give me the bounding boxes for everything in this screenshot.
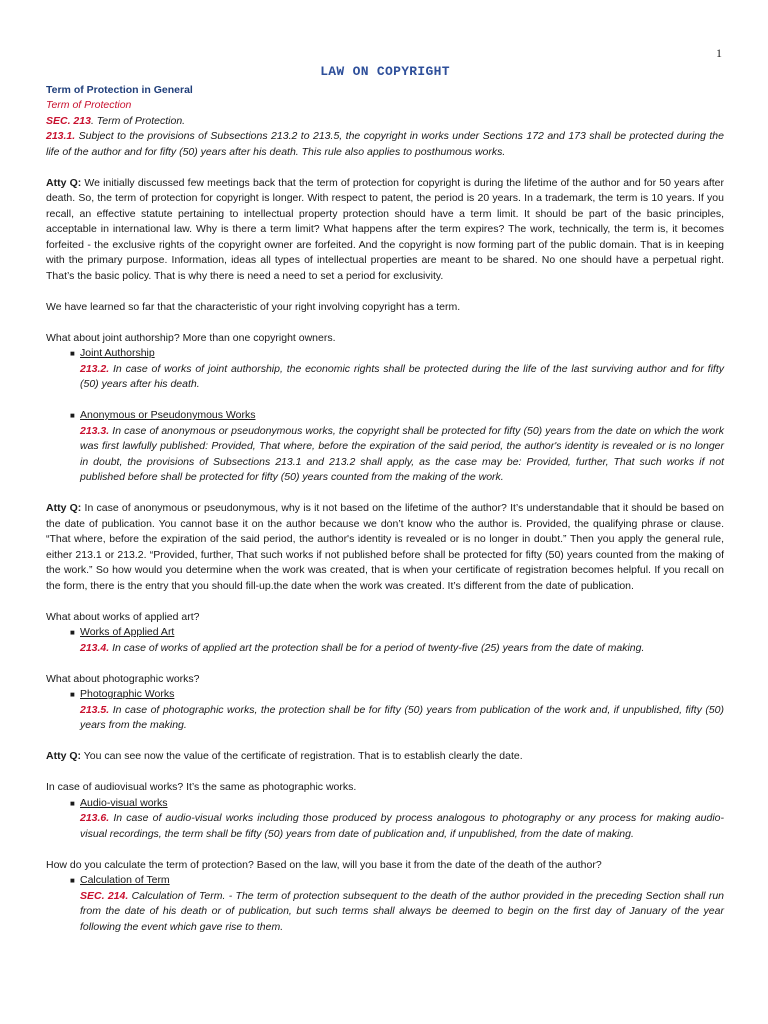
question-applied-art: What about works of applied art? [46, 610, 200, 623]
provision-sec-214 [46, 889, 724, 936]
list-item-calculation [46, 873, 724, 889]
list-item-joint [46, 346, 724, 362]
sec-213-line [46, 114, 724, 130]
provision-213-6-number: 213.6. [80, 812, 110, 824]
atty-q-text: In case of anonymous or pseudonymous, why is it not based on the lifetime of the author? It’s understandable that it should be based on the date of publication. You cannot base it on the author because we don’t know who the author is. Provided, the qualifying phrase or clause. “That where, before the expiration of the said period, the author's identity is revealed or is no longer in doubt.” Then you apply the general rule, either 213.1 or 213.2. “Provided, further, That such works if not published before shall be protected for fifty (50) years counted from the making of the work.” So how would you determine when the work was created, that is when your certificate of registration becomes helpful. If you recall on the form, there is the entry that you should fill-up.the date when the work was created. It’s different from the date of publication. [46, 502, 724, 592]
bullet-icon: ■ [70, 798, 75, 808]
provision-213-1-number: 213.1. [46, 130, 76, 142]
photographic-works-label: Photographic Works [80, 688, 175, 700]
provision-213-1-text: Subject to the provisions of Subsections 213.2 to 213.5, the copyright in works under Sections 172 and 173 shall be protected during the life of the author and for fifty (50) years after his death. This rule also applies to posthumous works. [46, 130, 724, 158]
bullet-icon: ■ [70, 349, 75, 358]
provision-213-4 [46, 641, 724, 657]
provision-213-6-text: In case of audio-visual works including those produced by process analogous to photography or any process for making audio-visual recordings, the term shall be fifty (50) years from date of publication and, if unpublished, from the date of making. [80, 812, 724, 840]
provision-213-3-text: In case of anonymous or pseudonymous works, the copyright shall be protected for fifty (50) years from the date on which the work was first lawfully published: Provided, That where, before the expiration of the said period, the author's identity is revealed or is no longer in doubt, the provisions of Subsections 213.1 and 213.2 shall apply, as the case may be: Provided, further, That such works if not published before shall be protected for fifty (50) years counted from the making of the work. [80, 424, 724, 483]
atty-q-paragraph-3 [46, 749, 724, 765]
provision-sec-214-number: SEC. 214. [80, 889, 129, 902]
provision-213-5-text: In case of photographic works, the protection shall be for fifty (50) years from publication of the work and, if unpublished, fifty (50) years from the making. [80, 703, 724, 731]
list-item-audiovisual [46, 796, 724, 812]
provision-213-2-text: In case of works of joint authorship, the economic rights shall be protected during the life of the last surviving author and for fifty (50) years after his death. [80, 362, 724, 390]
provision-213-4-number: 213.4. [80, 641, 110, 654]
anonymous-works-label: Anonymous or Pseudonymous Works [80, 409, 256, 421]
section-heading: Term of Protection in General [46, 83, 193, 96]
list-item-photographic [46, 687, 724, 703]
page-number: 1 [716, 46, 722, 60]
bullet-icon: ■ [70, 411, 75, 420]
sec-213-text: . Term of Protection. [90, 114, 186, 127]
paragraph-learned: We have learned so far that the characteristic of your right involving copyright has a term. [46, 300, 461, 313]
provision-213-5-number: 213.5. [80, 703, 110, 716]
calculation-of-term-label: Calculation of Term [80, 874, 170, 886]
question-audiovisual: In case of audiovisual works? It’s the same as photographic works. [46, 781, 357, 793]
question-photographic: What about photographic works? [46, 672, 200, 685]
question-joint: What about joint authorship? More than one copyright owners. [46, 331, 336, 344]
provision-213-2-number: 213.2. [80, 362, 110, 375]
joint-authorship-label: Joint Authorship [80, 347, 155, 359]
atty-q-paragraph-2 [46, 501, 724, 594]
provision-213-6 [46, 811, 724, 842]
list-item-applied-art [46, 625, 724, 641]
provision-213-1 [46, 129, 724, 160]
atty-q-paragraph-1 [46, 176, 724, 285]
section-subheading: Term of Protection [46, 99, 132, 111]
list-item-anonymous [46, 408, 724, 424]
applied-art-label: Works of Applied Art [80, 626, 175, 638]
provision-213-5 [46, 703, 724, 734]
document-body [46, 64, 724, 935]
document-title: LAW ON COPYRIGHT [320, 64, 450, 79]
audiovisual-works-label: Audio-visual works [80, 796, 168, 809]
provision-213-4-text: In case of works of applied art the protection shall be for a period of twenty-five (25) years from the date of making. [109, 641, 645, 654]
provision-sec-214-text: Calculation of Term. - The term of protection subsequent to the death of the author provided in the preceding Section shall run from the date of his death or of publication, but such terms shall always be deemed to begin on the first day of January of the year following the event which gave rise to them. [80, 889, 724, 933]
atty-q-label: Atty Q: [46, 750, 81, 762]
bullet-icon: ■ [70, 690, 75, 699]
atty-q-text: You can see now the value of the certificate of registration. That is to establish clearly the date. [81, 750, 523, 762]
atty-q-label: Atty Q: [46, 176, 82, 189]
provision-213-3-number: 213.3. [80, 424, 110, 437]
atty-q-label: Atty Q: [46, 502, 82, 514]
provision-213-2 [46, 362, 724, 393]
question-calculation: How do you calculate the term of protection? Based on the law, will you base it from the date of the death of the author? [46, 858, 602, 871]
bullet-icon: ■ [70, 628, 75, 637]
bullet-icon: ■ [70, 876, 75, 885]
provision-213-3 [46, 424, 724, 486]
atty-q-text: We initially discussed few meetings back that the term of protection for copyright is during the lifetime of the author and for 50 years after death. So, the term of protection for copyright is longer. With respect to patent, the period is 20 years. In a trademark, the term is 10 years. If you recall, an effective statute pertaining to intellectual property protection should have a term limit. It should be part of the basic principles, acceptable in international law. Why is there a term limit? What happens after the term expires? The work, technically, the term is, it becomes forfeited - the exclusive rights of the copyright owner are forfeited. And the copyright is now forming part of the public domain. That is in keeping with the primary purpose. Information, ideas all types of intellectual properties are meant to be shared. No one should have a perpetual right. That’s the basic policy. That is why there is need a need to set a period for exclusivity. [46, 176, 724, 282]
sec-213-number: SEC. 213 [46, 114, 91, 127]
